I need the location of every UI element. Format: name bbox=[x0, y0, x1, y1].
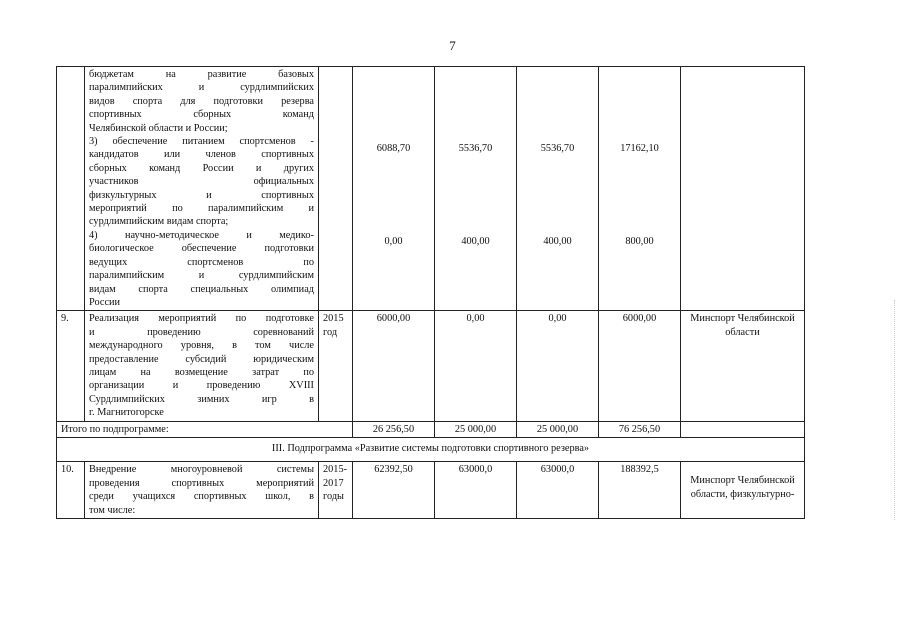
cell-year: 2015-2017 годы bbox=[319, 462, 353, 519]
program-table bbox=[56, 66, 805, 519]
section-title: III. Подпрограмма «Развитие системы подготовки спортивного резерва» bbox=[57, 437, 805, 461]
value-item3: 5536,70 bbox=[458, 143, 493, 154]
desc-line: том числе: bbox=[89, 504, 136, 516]
desc-line: проведения спортивных мероприятий bbox=[89, 477, 314, 489]
desc-line: сборных команд России и других bbox=[89, 162, 314, 174]
table-row bbox=[57, 462, 805, 519]
cell-value-2017 bbox=[517, 67, 599, 311]
cell-description bbox=[85, 311, 319, 421]
cell-value-total: 188392,5 bbox=[599, 462, 681, 519]
cell-description bbox=[85, 67, 319, 311]
value-item3: 17162,10 bbox=[620, 143, 659, 154]
total-value-total: 76 256,50 bbox=[599, 421, 681, 437]
page-number: 7 bbox=[449, 38, 456, 53]
desc-line: ведущих спортсменов по bbox=[89, 256, 314, 268]
desc-line: среди учащихся спортивных школ, в bbox=[89, 491, 314, 503]
cell-value-2015: 6000,00 bbox=[353, 311, 435, 421]
desc-line: кандидатов или членов спортивных bbox=[89, 149, 314, 161]
cell-year: 2015 год bbox=[319, 311, 353, 421]
value-item3: 5536,70 bbox=[540, 143, 575, 154]
desc-line: участников официальных bbox=[89, 176, 314, 188]
value-item4: 800,00 bbox=[625, 236, 654, 248]
cell-value-2017: 63000,0 bbox=[517, 462, 599, 519]
desc-line: международного уровня, в том числе bbox=[89, 340, 314, 352]
value-item4: 0,00 bbox=[384, 236, 403, 248]
desc-line: г. Магнитогорске bbox=[89, 407, 164, 419]
desc-line: предоставление субсидий юридическим bbox=[89, 353, 314, 365]
desc-line: бюджетам на развитие базовых bbox=[89, 69, 314, 80]
cell-value-2016: 0,00 bbox=[435, 311, 517, 421]
total-responsible bbox=[681, 421, 805, 437]
cell-num bbox=[57, 67, 85, 311]
desc-line: биологическое обеспечение подготовки bbox=[89, 243, 314, 255]
cell-value-2017: 0,00 bbox=[517, 311, 599, 421]
desc-line: 3) обеспечение питанием спортсменов - bbox=[89, 136, 314, 148]
desc-line: 4) научно-методическое и медико- bbox=[89, 229, 314, 241]
desc-line: Внедрение многоуровневой системы bbox=[89, 464, 314, 476]
total-row bbox=[57, 421, 805, 437]
desc-line: сурдлимпийским видам спорта; bbox=[89, 216, 229, 228]
desc-line: Реализация мероприятий по подготовке bbox=[89, 313, 314, 325]
total-value-2017: 25 000,00 bbox=[517, 421, 599, 437]
desc-line: Сурдлимпийских зимних игр в bbox=[89, 393, 314, 405]
cell-value-2015: 62392,50 bbox=[353, 462, 435, 519]
scan-margin-mark bbox=[894, 300, 901, 520]
desc-line: спортивных сборных команд bbox=[89, 109, 314, 121]
value-item4: 400,00 bbox=[543, 236, 572, 248]
desc-line: лицам на возмещение затрат по bbox=[89, 366, 314, 378]
value-item4: 400,00 bbox=[461, 236, 490, 248]
cell-year bbox=[319, 67, 353, 311]
desc-line: видам спорта специальных олимпиад bbox=[89, 283, 314, 295]
desc-line: и проведению соревнований bbox=[89, 326, 314, 338]
desc-line: физкультурных и спортивных bbox=[89, 189, 314, 201]
value-item3: 6088,70 bbox=[376, 143, 411, 154]
cell-description bbox=[85, 462, 319, 519]
cell-responsible: Минспорт Челябинской области bbox=[681, 311, 805, 421]
total-value-2015: 26 256,50 bbox=[353, 421, 435, 437]
cell-num: 9. bbox=[57, 311, 85, 421]
total-value-2016: 25 000,00 bbox=[435, 421, 517, 437]
table-row-continuation bbox=[57, 67, 805, 311]
cell-value-2016: 63000,0 bbox=[435, 462, 517, 519]
desc-line: паралимпийских и сурдлимпийских bbox=[89, 82, 314, 94]
table-row bbox=[57, 311, 805, 421]
cell-value-total bbox=[599, 67, 681, 311]
cell-responsible bbox=[681, 67, 805, 311]
total-label: Итого по подпрограмме: bbox=[57, 421, 353, 437]
desc-line: Челябинской области и России; bbox=[89, 122, 228, 134]
desc-line: паралимпийским и сурдлимпийским bbox=[89, 270, 314, 282]
cell-responsible: Минспорт Челябинской области, физкультурно- bbox=[681, 462, 805, 519]
cell-num: 10. bbox=[57, 462, 85, 519]
desc-line: мероприятий по паралимпийским и bbox=[89, 203, 314, 215]
cell-value-2015 bbox=[353, 67, 435, 311]
cell-value-total: 6000,00 bbox=[599, 311, 681, 421]
desc-line: России bbox=[89, 296, 121, 308]
desc-line: видов спорта для подготовки резерва bbox=[89, 95, 314, 107]
cell-value-2016 bbox=[435, 67, 517, 311]
desc-line: организации и проведению XVIII bbox=[89, 380, 314, 392]
section-row bbox=[57, 437, 805, 461]
